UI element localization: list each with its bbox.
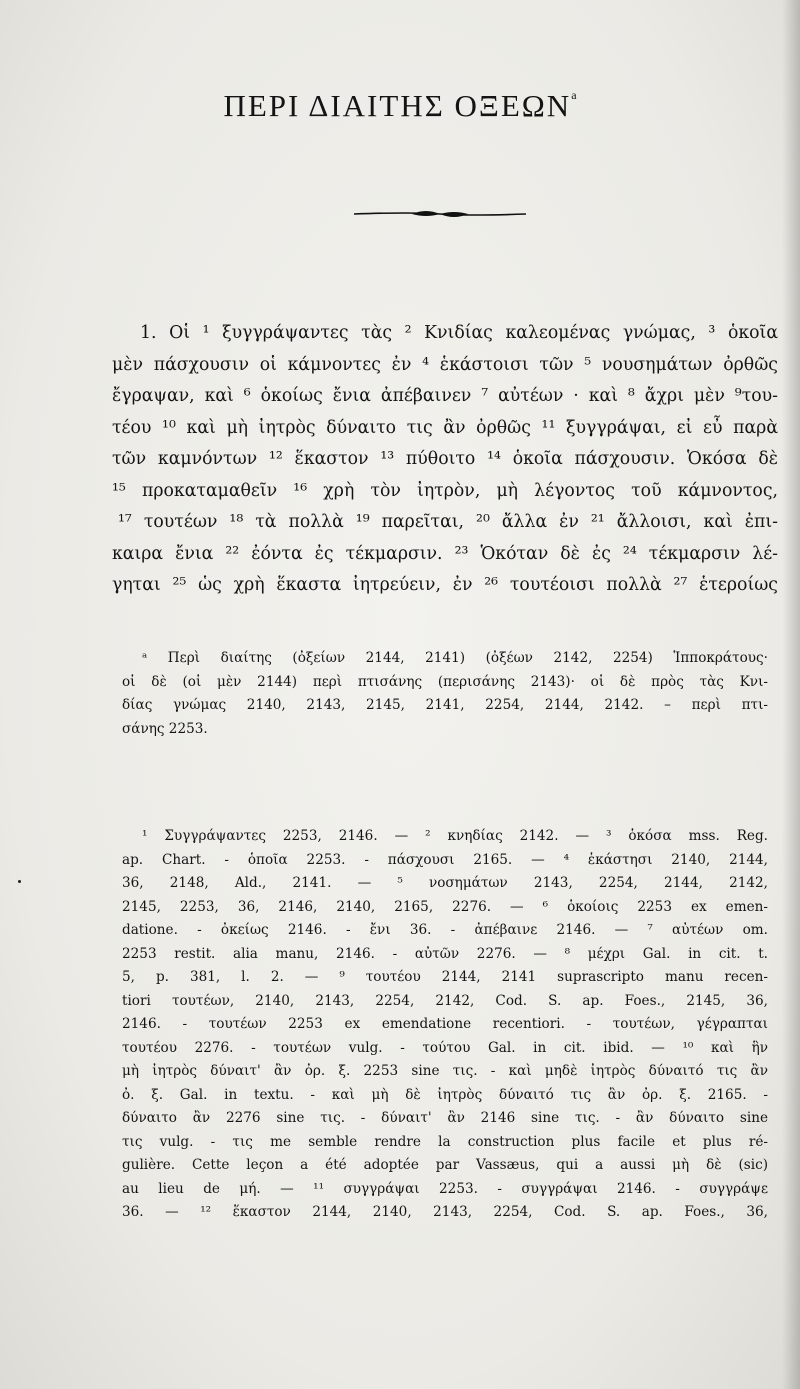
variant-line: δύναιτο ἂν 2276 sine τις. - δύναιτ' ἂν 2146 sine τις. - ἂν δύναιτο sine <box>122 1110 768 1126</box>
variant-line: ὀ. ξ. Gal. in textu. - καὶ μὴ δὲ ἰητρὸς δύναιτό τις ἂν ὀρ. ξ. 2165. - <box>122 1086 768 1103</box>
main-line: ¹⁷ τουτέων ¹⁸ τὰ πολλὰ ¹⁹ παρεῖται, ²⁰ ἄλλα ἐν ²¹ ἄλλοισι, καὶ ἐπι- <box>118 512 778 532</box>
ornament-divider <box>352 207 528 221</box>
variant-line: 2145, 2253, 36, 2146, 2140, 2165, 2276. — ⁶ ὁκοίοις 2253 ex emen- <box>122 898 768 915</box>
title-note-marker: a <box>571 88 577 102</box>
footnote-line: οἱ δὲ (οἱ μὲν 2144) περὶ πτισάνης (περισάνης 2143)· οἱ δὲ πρὸς τὰς Κνι- <box>122 673 768 690</box>
main-line: ἔγραψαν, καὶ ⁶ ὁκοίως ἔνια ἀπέβαινεν ⁷ αὐτέων · καὶ ⁸ ἄχρι μὲν ⁹του- <box>112 386 778 406</box>
variant-line: 36, 2148, Ald., 2141. — ⁵ νοσημάτων 2143, 2254, 2144, 2142, <box>122 875 768 891</box>
footnote-line: ᵃ Περὶ διαίτης (ὀξείων 2144, 2141) (ὀξέων 2142, 2254) Ἱπποκράτους· <box>142 650 768 666</box>
variant-line: 36. — ¹² ἕκαστον 2144, 2140, 2143, 2254, Cod. S. ap. Foes., 36, <box>122 1204 768 1220</box>
main-line: 1. Οἱ ¹ ξυγγράψαντες τὰς ² Κνιδίας καλεομένας γνώμας, ³ ὁκοῖα <box>140 323 778 343</box>
main-line: γηται ²⁵ ὡς χρὴ ἕκαστα ἰητρεύειν, ἐν ²⁶ τουτέοισι πολλὰ ²⁷ ἑτεροίως <box>112 575 778 595</box>
variant-line: τουτέου 2276. - τουτέων vulg. - τούτου Gal. in cit. ibid. — ¹⁰ καὶ ἣν <box>122 1039 768 1056</box>
variant-line: ap. Chart. - ὁποῖα 2253. - πάσχουσι 2165. — ⁴ ἑκάστησι 2140, 2144, <box>122 851 768 868</box>
main-line: τῶν καμνόντων ¹² ἕκαστον ¹³ πύθοιτο ¹⁴ ὁκοῖα πάσχουσιν. Ὁκόσα δὲ <box>112 449 778 469</box>
variant-line: au lieu de μή. — ¹¹ συγγράψαι 2253. - συγγράψαι 2146. - συγγράψε <box>122 1180 768 1197</box>
main-line: καιρα ἔνια ²² ἐόντα ἐς τέκμαρσιν. ²³ Ὁκόταν δὲ ἐς ²⁴ τέκμαρσιν λέ- <box>112 543 778 564</box>
main-line: ¹⁵ προκαταμαθεῖν ¹⁶ χρὴ τὸν ἰητρὸν, μὴ λέγοντος τοῦ κάμνοντος, <box>112 480 778 501</box>
chapter-title-text: ΠΕΡΙ ΔΙΑΙΤΗΣ ΟΞΕΩΝ <box>223 88 572 123</box>
main-line: μὲν πάσχουσιν οἱ κάμνοντες ἐν ⁴ ἑκάστοισι τῶν ⁵ νουσημάτων ὀρθῶς <box>112 354 778 375</box>
chapter-title <box>0 88 800 124</box>
variant-line: τις vulg. - τις me semble rendre la construction plus facile et plus ré- <box>122 1133 768 1150</box>
ink-speck <box>18 880 21 883</box>
title-footnote <box>122 647 768 741</box>
footnote-line: σάνης 2253. <box>122 720 208 737</box>
variant-line: datione. - ὀκείως 2146. - ἔνι 36. - ἀπέβαινε 2146. — ⁷ αὐτέων om. <box>122 922 768 938</box>
variant-line: 2146. - τουτέων 2253 ex emendatione recentiori. - τουτέων, γέγραπται <box>122 1016 768 1032</box>
variant-line: 2253 restit. alia manu, 2146. - αὐτῶν 2276. — ⁸ μέχρι Gal. in cit. t. <box>122 945 768 962</box>
main-text <box>112 318 778 602</box>
variant-line: gulière. Cette leçon a été adoptée par Vassæus, qui a aussi μὴ δὲ (sic) <box>122 1157 768 1173</box>
variant-line: 5, p. 381, l. 2. — ⁹ τουτέου 2144, 2141 suprascripto manu recen- <box>122 969 768 985</box>
page-edge-shadow <box>782 0 800 1389</box>
main-line: τέου ¹⁰ καὶ μὴ ἰητρὸς δύναιτο τις ἂν ὀρθῶς ¹¹ ξυγγράψαι, εἰ εὖ παρὰ <box>112 417 778 438</box>
variant-line: tiori τουτέων, 2140, 2143, 2254, 2142, Cod. S. ap. Foes., 2145, 36, <box>122 992 768 1009</box>
variant-line: ¹ Συγγράψαντες 2253, 2146. — ² κνηδίας 2142. — ³ ὁκόσα mss. Reg. <box>142 828 768 844</box>
footnote-line: δίας γνώμας 2140, 2143, 2145, 2141, 2254, 2144, 2142. – περὶ πτι- <box>122 697 768 713</box>
variant-line: μὴ ἰητρὸς δύναιτ' ἂν ὀρ. ξ. 2253 sine τις. - καὶ μηδὲ ἰητρὸς δύναιτό τις ἂν <box>122 1063 768 1079</box>
variant-notes <box>122 825 768 1225</box>
